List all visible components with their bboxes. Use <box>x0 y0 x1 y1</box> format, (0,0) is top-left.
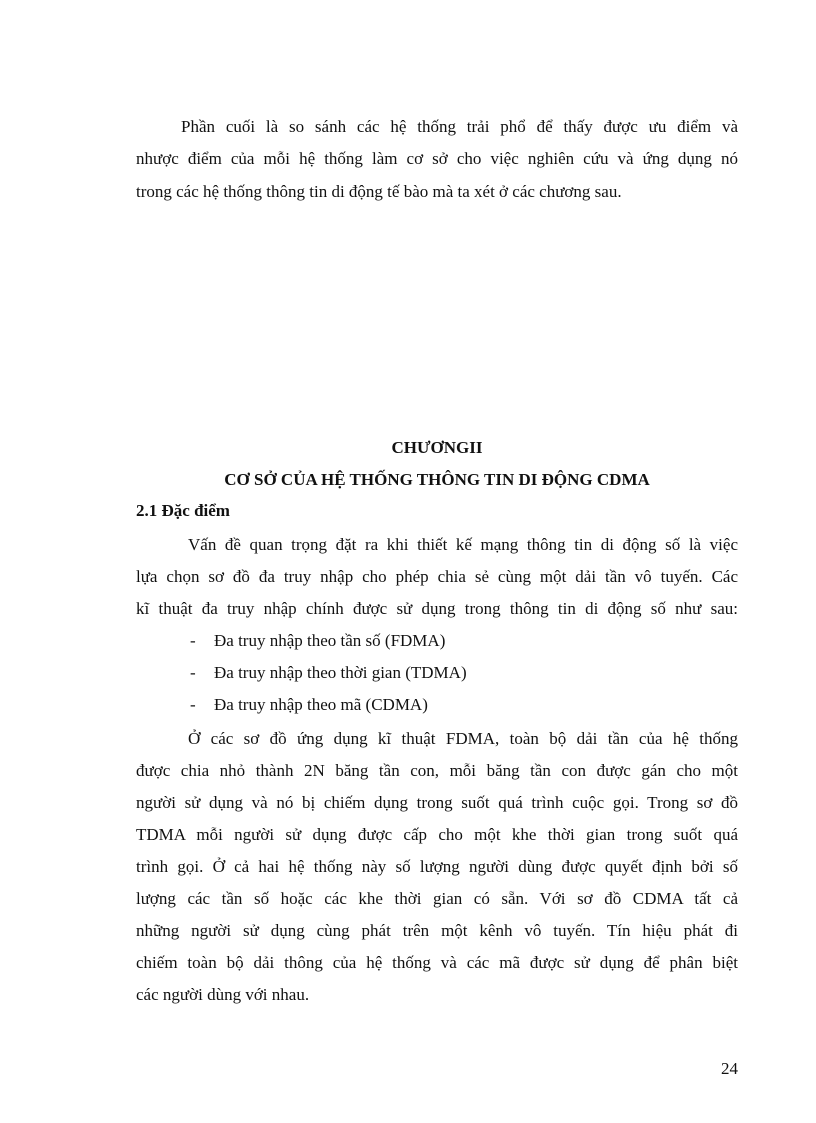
bullet-item-tdma: Đa truy nhập theo thời gian (TDMA) <box>214 663 467 682</box>
para1-line-1: Vấn đề quan trọng đặt ra khi thiết kế mạng thông tin di động số là việc <box>188 535 738 554</box>
para2-line-2: được chia nhỏ thành 2N băng tần con, mỗi băng tần con được gán cho một <box>136 761 738 780</box>
bullet-item-fdma: Đa truy nhập theo tần số (FDMA) <box>214 631 446 650</box>
chapter-title: CƠ SỞ CỦA HỆ THỐNG THÔNG TIN DI ĐỘNG CDMA <box>224 470 650 489</box>
para1-line-3: kĩ thuật đa truy nhập chính được sử dụng trong thông tin di động số như sau: <box>136 599 738 618</box>
para2-line-3: người sử dụng và nó bị chiếm dụng trong suốt quá trình cuộc gọi. Trong sơ đồ <box>136 793 738 812</box>
intro-line-2: nhược điểm của mỗi hệ thống làm cơ sở cho việc nghiên cứu và ứng dụng nó <box>136 149 738 168</box>
bullet-marker: - <box>190 695 196 714</box>
para2-line-1: Ở các sơ đồ ứng dụng kĩ thuật FDMA, toàn bộ dải tần của hệ thống <box>188 729 738 748</box>
intro-line-3: trong các hệ thống thông tin di động tế bào mà ta xét ở các chương sau. <box>136 182 622 201</box>
para2-line-4: TDMA mỗi người sử dụng được cấp cho một khe thời gian trong suốt quá <box>136 825 738 844</box>
intro-line-1: Phần cuối là so sánh các hệ thống trải phổ để thấy được ưu điểm và <box>181 117 738 136</box>
chapter-label: CHƯƠNGII <box>391 438 483 457</box>
para1-line-2: lựa chọn sơ đồ đa truy nhập cho phép chia sẻ cùng một dải tần vô tuyến. Các <box>136 567 738 586</box>
page-number: 24 <box>721 1059 738 1078</box>
para2-line-8: chiếm toàn bộ dải thông của hệ thống và các mã được sử dụng để phân biệt <box>136 953 738 972</box>
para2-line-9: các người dùng với nhau. <box>136 985 310 1004</box>
para2-line-7: những người sử dụng cùng phát trên một kênh vô tuyến. Tín hiệu phát đi <box>136 921 738 940</box>
bullet-item-cdma: Đa truy nhập theo mã (CDMA) <box>214 695 428 714</box>
bullet-marker: - <box>190 631 196 650</box>
bullet-marker: - <box>190 663 196 682</box>
para2-line-6: lượng các tần số hoặc các khe thời gian có sẵn. Với sơ đồ CDMA tất cả <box>136 889 738 908</box>
section-heading: 2.1 Đặc điểm <box>136 501 230 520</box>
para2-line-5: trình gọi. Ở cả hai hệ thống này số lượng người dùng được quyết định bởi số <box>136 857 738 876</box>
